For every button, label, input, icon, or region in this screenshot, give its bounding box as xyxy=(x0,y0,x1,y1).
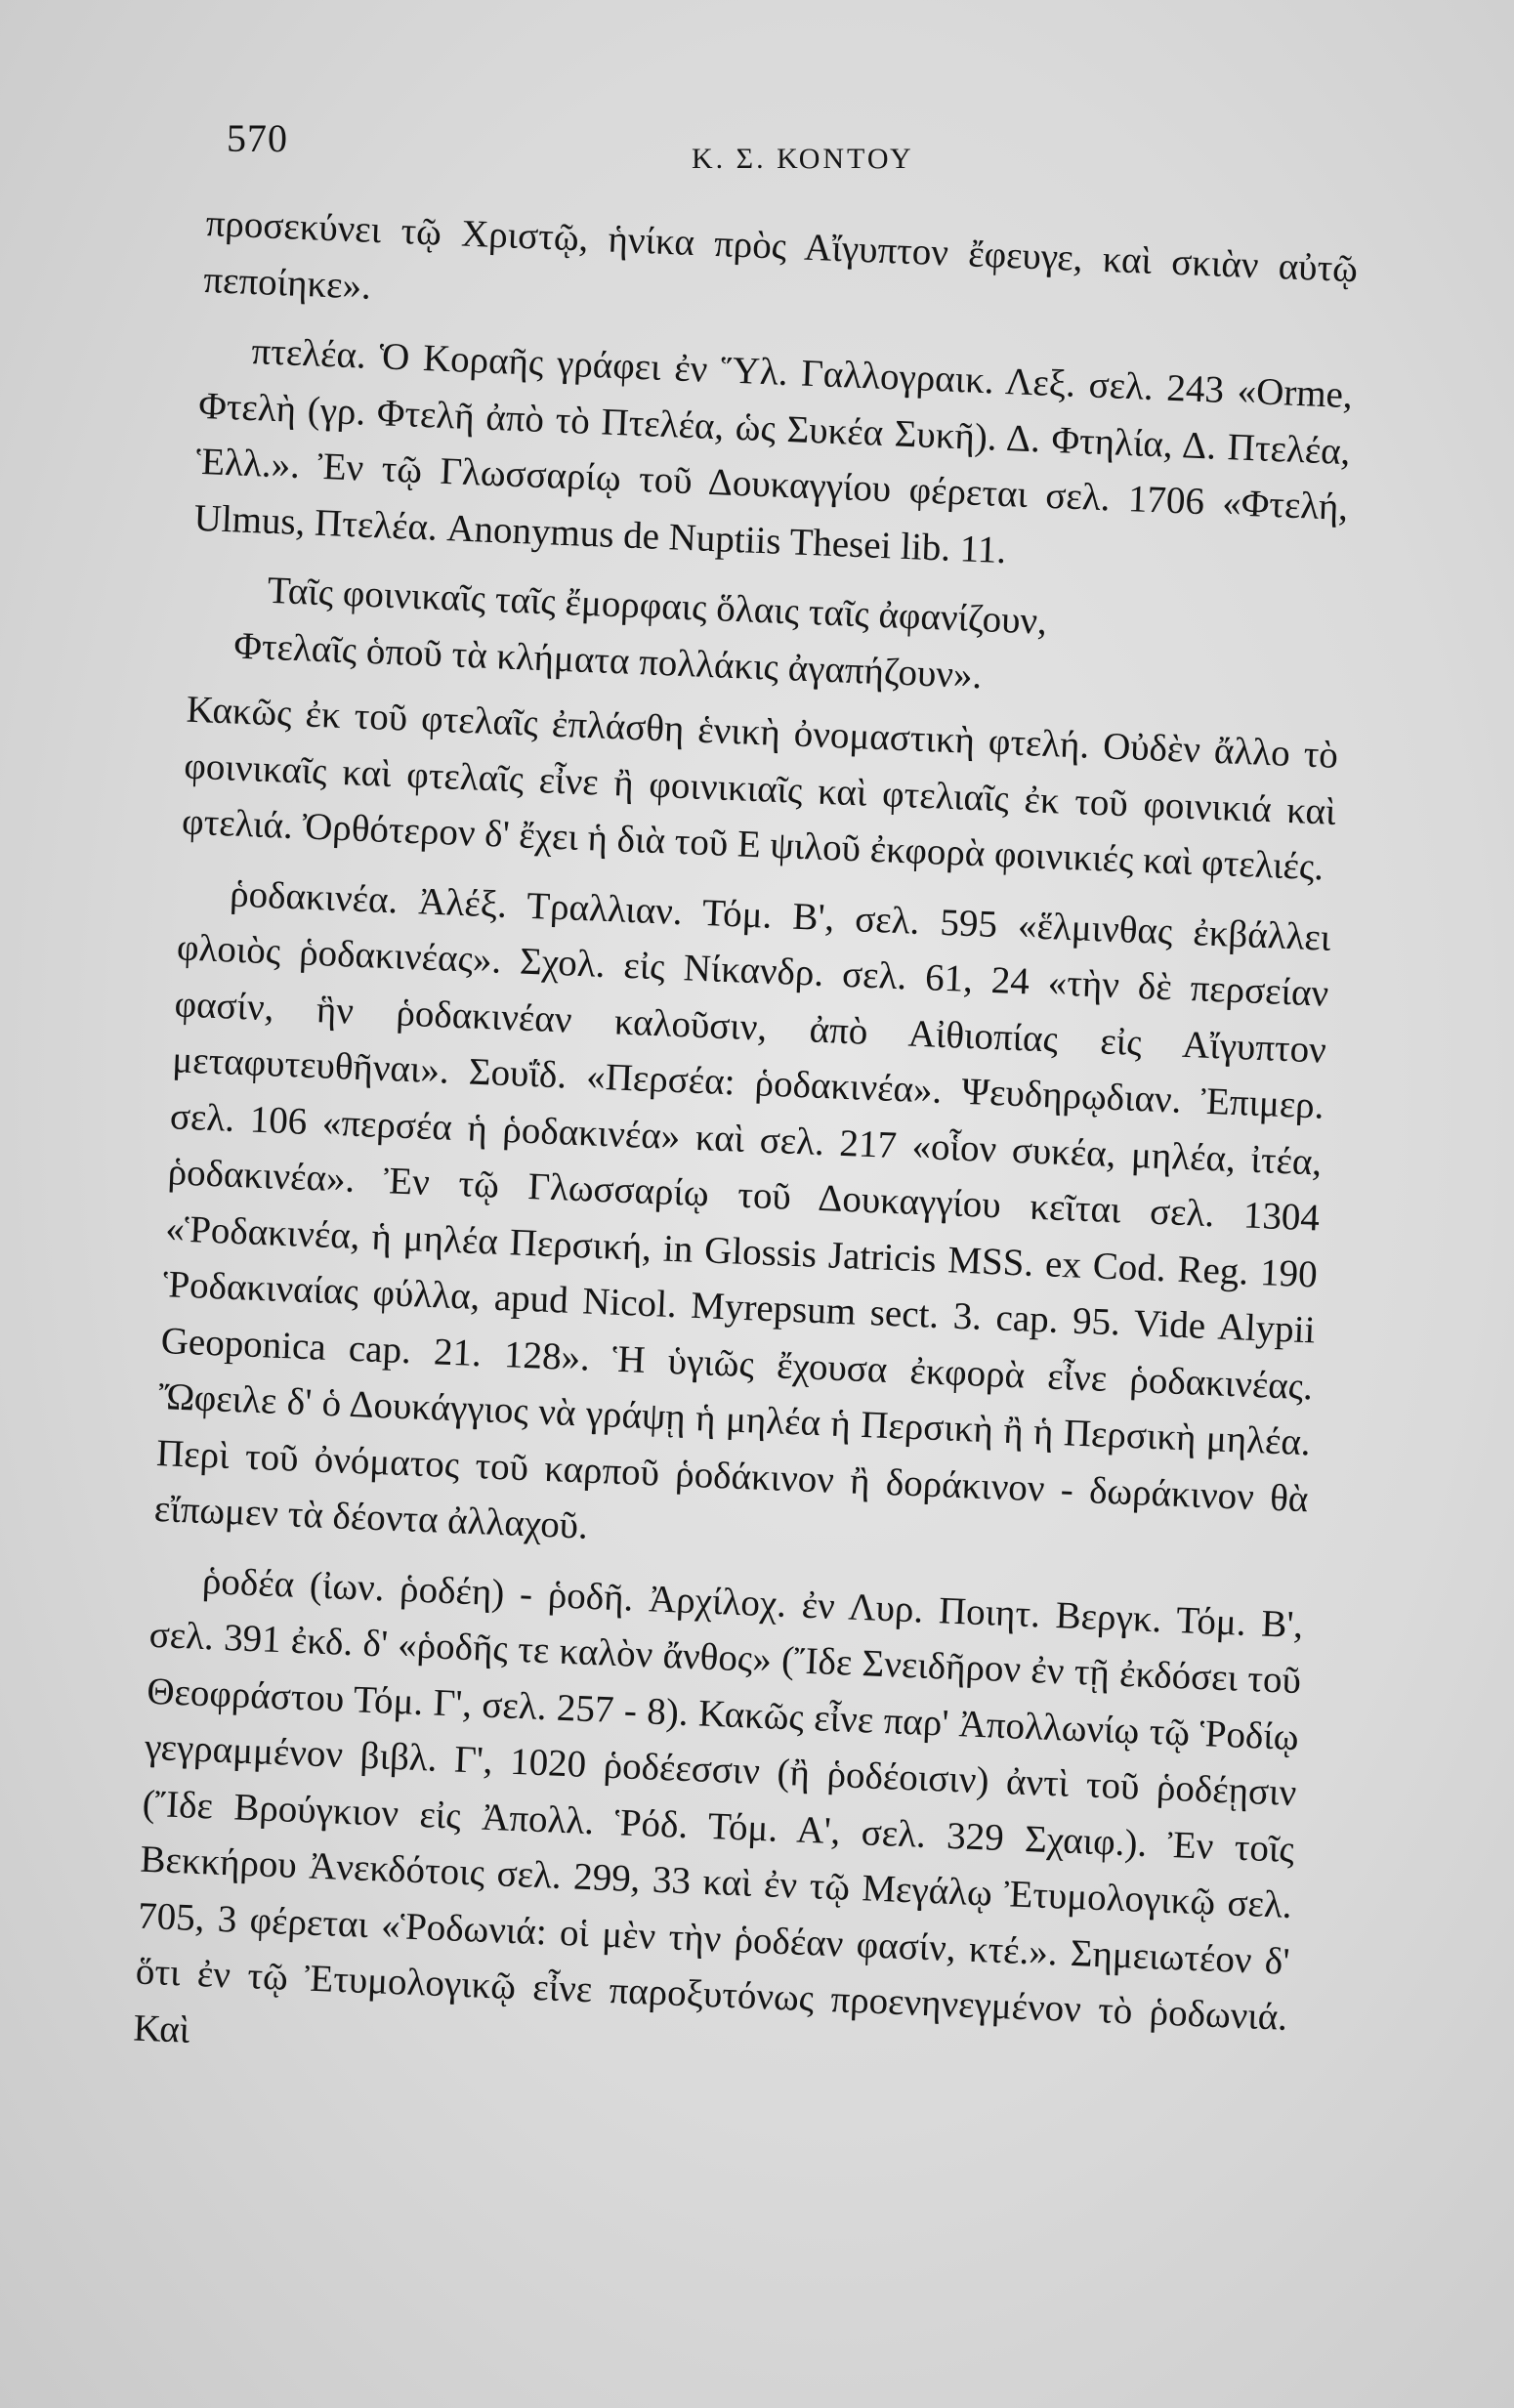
paragraph-continuation: προσεκύνει τῷ Χριστῷ, ἡνίκα πρὸς Αἴγυπτον ἔφευγε, καὶ σκιὰν αὐτῷ πεποίηκε». xyxy=(202,201,1359,308)
entry-rodea: ῥοδέα (ἰων. ῥοδέη) - ῥοδῆ. Ἀρχίλοχ. ἐν Λυρ. Ποιητ. Βεργκ. Τόμ. Β', σελ. 391 ἐκδ. δ' «ῥοδῆς τε καλὸν ἄνθος» (Ἴδε Σνειδῆρον ἐν τῇ ἐκδόσει τοῦ Θεοφράστου Τόμ. Γ', σελ. 257 - 8). Κακῶς εἶνε παρ' Ἀπολλωνίῳ τῷ Ῥοδίῳ γεγραμμένον βιβλ. Γ', 1020 ῥοδέεσσιν (ἢ ῥοδέοισιν) ἀντὶ τοῦ ῥοδέῃσιν (Ἴδε Βρούγκιον εἰς Ἀπολλ. Ῥόδ. Τόμ. Α', σελ. 329 Σχαιφ.). Ἐν τοῖς Βεκκήρου Ἀνεκδότοις σελ. 299, 33 καὶ ἐν τῷ Μεγάλῳ Ἐτυμολογικῷ σελ. 705, 3 φέρεται «Ῥοδωνιά: οἱ μὲν τὴν ῥοδέαν φασίν, κτέ.». Σημειωτέον δ' ὅτι ἐν τῷ Ἐτυμολογικῷ εἶνε παροξυτόνως προενηνεγμένον τὸ ῥοδωνιά. Καὶ xyxy=(132,1559,1305,2051)
entry-rodakinea: ῥοδακινέα. Ἀλέξ. Τραλλιαν. Τόμ. Β', σελ. 595 «ἕλμινθας ἐκβάλλει φλοιὸς ῥοδακινέας». Σχολ. εἰς Νίκανδρ. σελ. 61, 24 «τὴν δὲ περσείαν φασίν, ἣν ῥοδακινέαν καλοῦσιν, ἀπὸ Αἰθιοπίας εἰς Αἴγυπτον μεταφυτευθῆναι». Σουΐδ. «Περσέα: ῥοδακινέα». Ψευδηρῳδιαν. Ἐπιμερ. σελ. 106 «περσέα ἡ ῥοδακινέα» καὶ σελ. 217 «οἷον συκέα, μηλέα, ἰτέα, ῥοδακινέα». Ἐν τῷ Γλωσσαρίῳ τοῦ Δουκαγγίου κεῖται σελ. 1304 «Ῥοδακινέα, ἡ μηλέα Περσική, in Glossis Jatricis MSS. ex Cod. Reg. 190 Ῥοδακιναίας φύλλα, apud Nicol. Myrepsum sect. 3. cap. 95. Vide Alypii Geoponica cap. 21. 128». Ἡ ὑγιῶς ἔχουσα ἐκφορὰ εἶνε ῥοδακινέας. Ὤφειλε δ' ὁ Δουκάγγιος νὰ γράψῃ ἡ μηλέα ἡ Περσικὴ ἢ ἡ Περσικὴ μηλέα. Περὶ τοῦ ὀνόματος τοῦ καρποῦ ῥοδάκινον ἢ δοράκινον - δωράκινον θὰ εἴπωμεν τὰ δέοντα ἀλλαχοῦ. xyxy=(153,872,1332,1547)
verse-line-1: Ταῖς φοινικαῖς ταῖς ἔμορφαις ὅλαις ταῖς ἀφανίζουν, xyxy=(266,569,1048,643)
page-number: 570 xyxy=(227,116,288,160)
verse-line-2: Φτελαῖς ὁποῦ τὰ κλήματα πολλάκις ἀγαπήζουν». xyxy=(232,623,984,697)
entry-ptelea: πτελέα. Ὁ Κοραῆς γράφει ἐν Ὕλ. Γαλλογραικ. Λεξ. σελ. 243 «Orme, Φτελὴ (γρ. Φτελῆ ἀπὸ τὸ Πτελέα, ὡς Συκέα Συκῆ). Δ. Φτηλία, Δ. Πτελέα, Ἑλλ.». Ἐν τῷ Γλωσσαρίῳ τοῦ Δουκαγγίου φέρεται σελ. 1706 «Φτελή, Ulmus, Πτελέα. Anonymus de Nuptiis Thesei lib. 11. xyxy=(192,329,1354,571)
text-block xyxy=(132,195,1359,2116)
running-head: Κ. Σ. ΚΟΝΤΟΥ xyxy=(692,143,914,175)
paragraph-commentary: Κακῶς ἐκ τοῦ φτελαῖς ἐπλάσθη ἑνικὴ ὀνομαστικὴ φτελή. Οὐδὲν ἄλλο τὸ φοινικαῖς καὶ φτελαῖς εἶνε ἢ φοινικιαῖς καὶ φτελιαῖς ἐκ τοῦ φοινικιά καὶ φτελιά. Ὀρθότερον δ' ἔχει ἡ διὰ τοῦ Ε ψιλοῦ ἐκφορὰ φοινικιές καὶ φτελιές. xyxy=(181,688,1339,889)
